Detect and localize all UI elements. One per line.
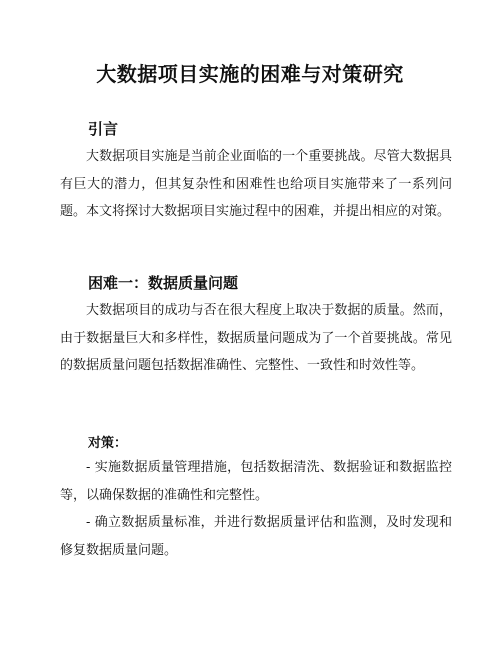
section-heading-difficulty-one: 困难一：数据质量问题 — [88, 274, 239, 292]
section-heading-countermeasures: 对策： — [88, 436, 128, 451]
section-heading-introduction: 引言 — [88, 120, 119, 138]
difficulty-one-paragraph: 大数据项目的成功与否在很大程度上取决于数据的质量。然而，由于数据量巨大和多样性，数据质量问题成为了一个首要挑战。常见的数据质量问题包括数据准确性、完整性、一致性和时效性等。 — [60, 303, 452, 373]
countermeasure-bullet: - 实施数据质量管理措施，包括数据清洗、数据验证和数据监控等，以确保数据的准确性和完整性。 — [60, 460, 452, 503]
introduction-paragraph: 大数据项目实施是当前企业面临的一个重要挑战。尽管大数据具有巨大的潜力，但其复杂性和困难性也给项目实施带来了一系列问题。本文将探讨大数据项目实施过程中的困难，并提出相应的对策。 — [60, 149, 452, 219]
countermeasure-bullet: - 确立数据质量标准，并进行数据质量评估和监测，及时发现和修复数据质量问题。 — [60, 515, 452, 558]
document-title: 大数据项目实施的困难与对策研究 — [96, 62, 404, 86]
